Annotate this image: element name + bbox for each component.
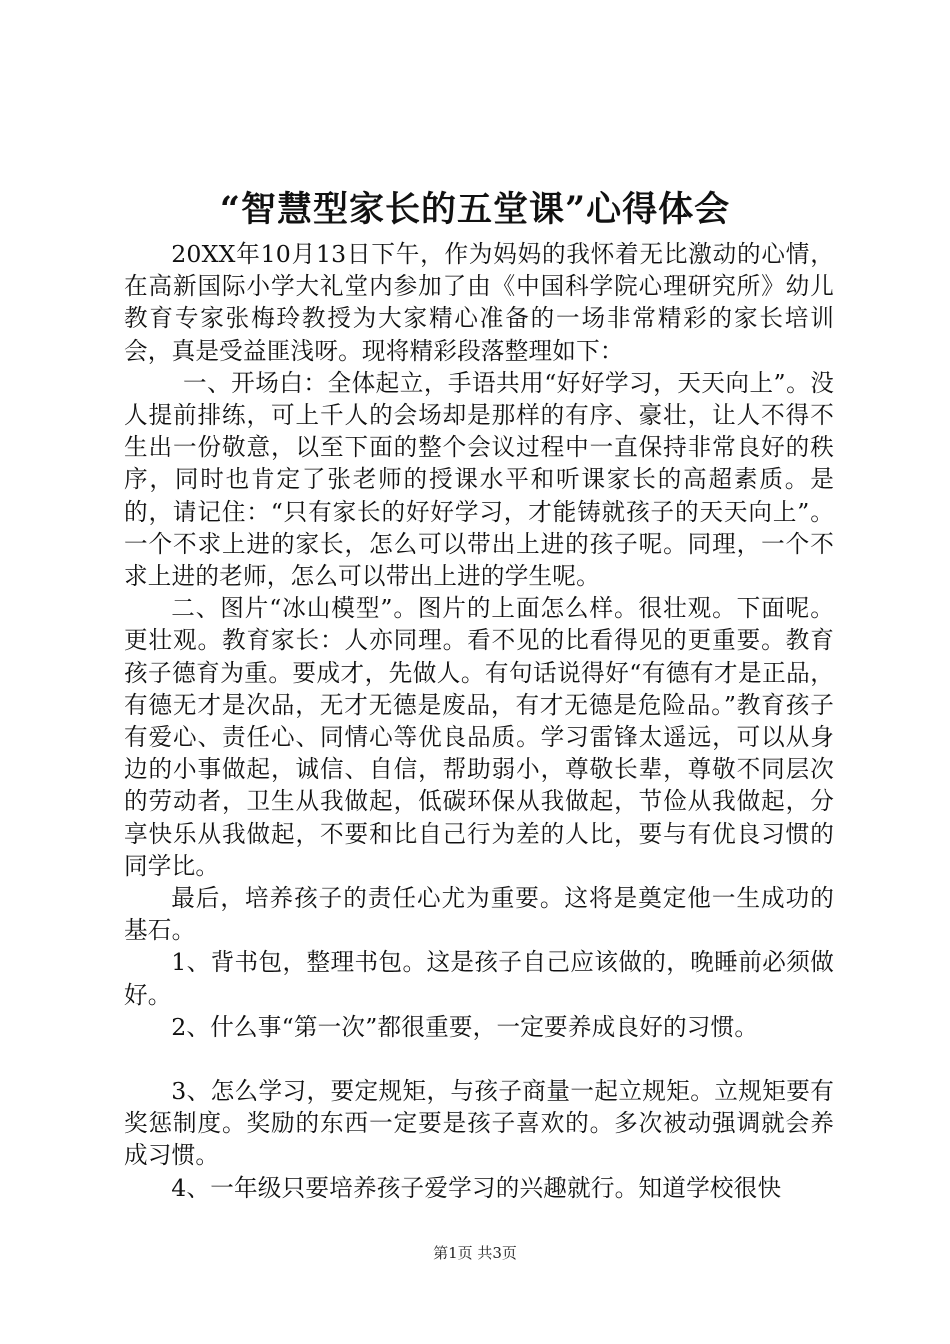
list-item-1: 1、背书包，整理书包。这是孩子自己应该做的，晚睡前必须做好。 (124, 948, 834, 1009)
document-body (124, 238, 834, 1204)
list-item-4: 4、一年级只要培养孩子爱学习的兴趣就行。知道学校很快 (171, 1173, 782, 1202)
paragraph-conclusion: 最后，培养孩子的责任心尤为重要。这将是奠定他一生成功的基石。 (124, 884, 834, 945)
paragraph-section-2: 二、图片“冰山模型”。图片的上面怎么样。很壮观。下面呢。更壮观。教育家长：人亦同理。看不见的比看得见的更重要。教育孩子德育为重。要成才，先做人。有句话说得好“有德有才是正品，有德无才是次品，无才无德是废品，有才无德是危险品。”教育孩子有爱心、责任心、同情心等优良品质。学习雷锋太遥远，可以从身边的小事做起，诚信、自信，帮助弱小，尊敬长辈，尊敬不同层次的劳动者，卫生从我做起，低碳环保从我做起，节俭从我做起，分享快乐从我做起，不要和比自己行为差的人比，要与有优良习惯的同学比。 (124, 594, 834, 880)
page-footer: 第1页 共3页 (433, 1244, 517, 1262)
paragraph-section-1: 一、开场白：全体起立，手语共用“好好学习，天天向上”。没人提前排练，可上千人的会场却是那样的有序、豪壮，让人不得不生出一份敬意，以至下面的整个会议过程中一直保持非常良好的秩序，同时也肯定了张老师的授课水平和听课家长的高超素质。是的，请记住：“只有家长的好好学习，才能铸就孩子的天天向上”。一个不求上进的家长，怎么可以带出上进的孩子呢。同理，一个不求上进的老师，怎么可以带出上进的学生呢。 (124, 368, 834, 591)
paragraph-intro: 20XX年10月13日下午，作为妈妈的我怀着无比激动的心情，在高新国际小学大礼堂内参加了由《中国科学院心理研究所》幼儿教育专家张梅玲教授为大家精心准备的一场非常精彩的家长培训会，真是受益匪浅呀。现将精彩段落整理如下： (124, 240, 834, 365)
list-item-2: 2、什么事“第一次”都很重要，一定要养成良好的习惯。 (171, 1012, 759, 1041)
list-item-3: 3、怎么学习，要定规矩，与孩子商量一起立规矩。立规矩要有奖惩制度。奖励的东西一定要是孩子喜欢的。多次被动强调就会养成习惯。 (124, 1077, 834, 1170)
document-title: “智慧型家长的五堂课”心得体会 (219, 189, 731, 230)
